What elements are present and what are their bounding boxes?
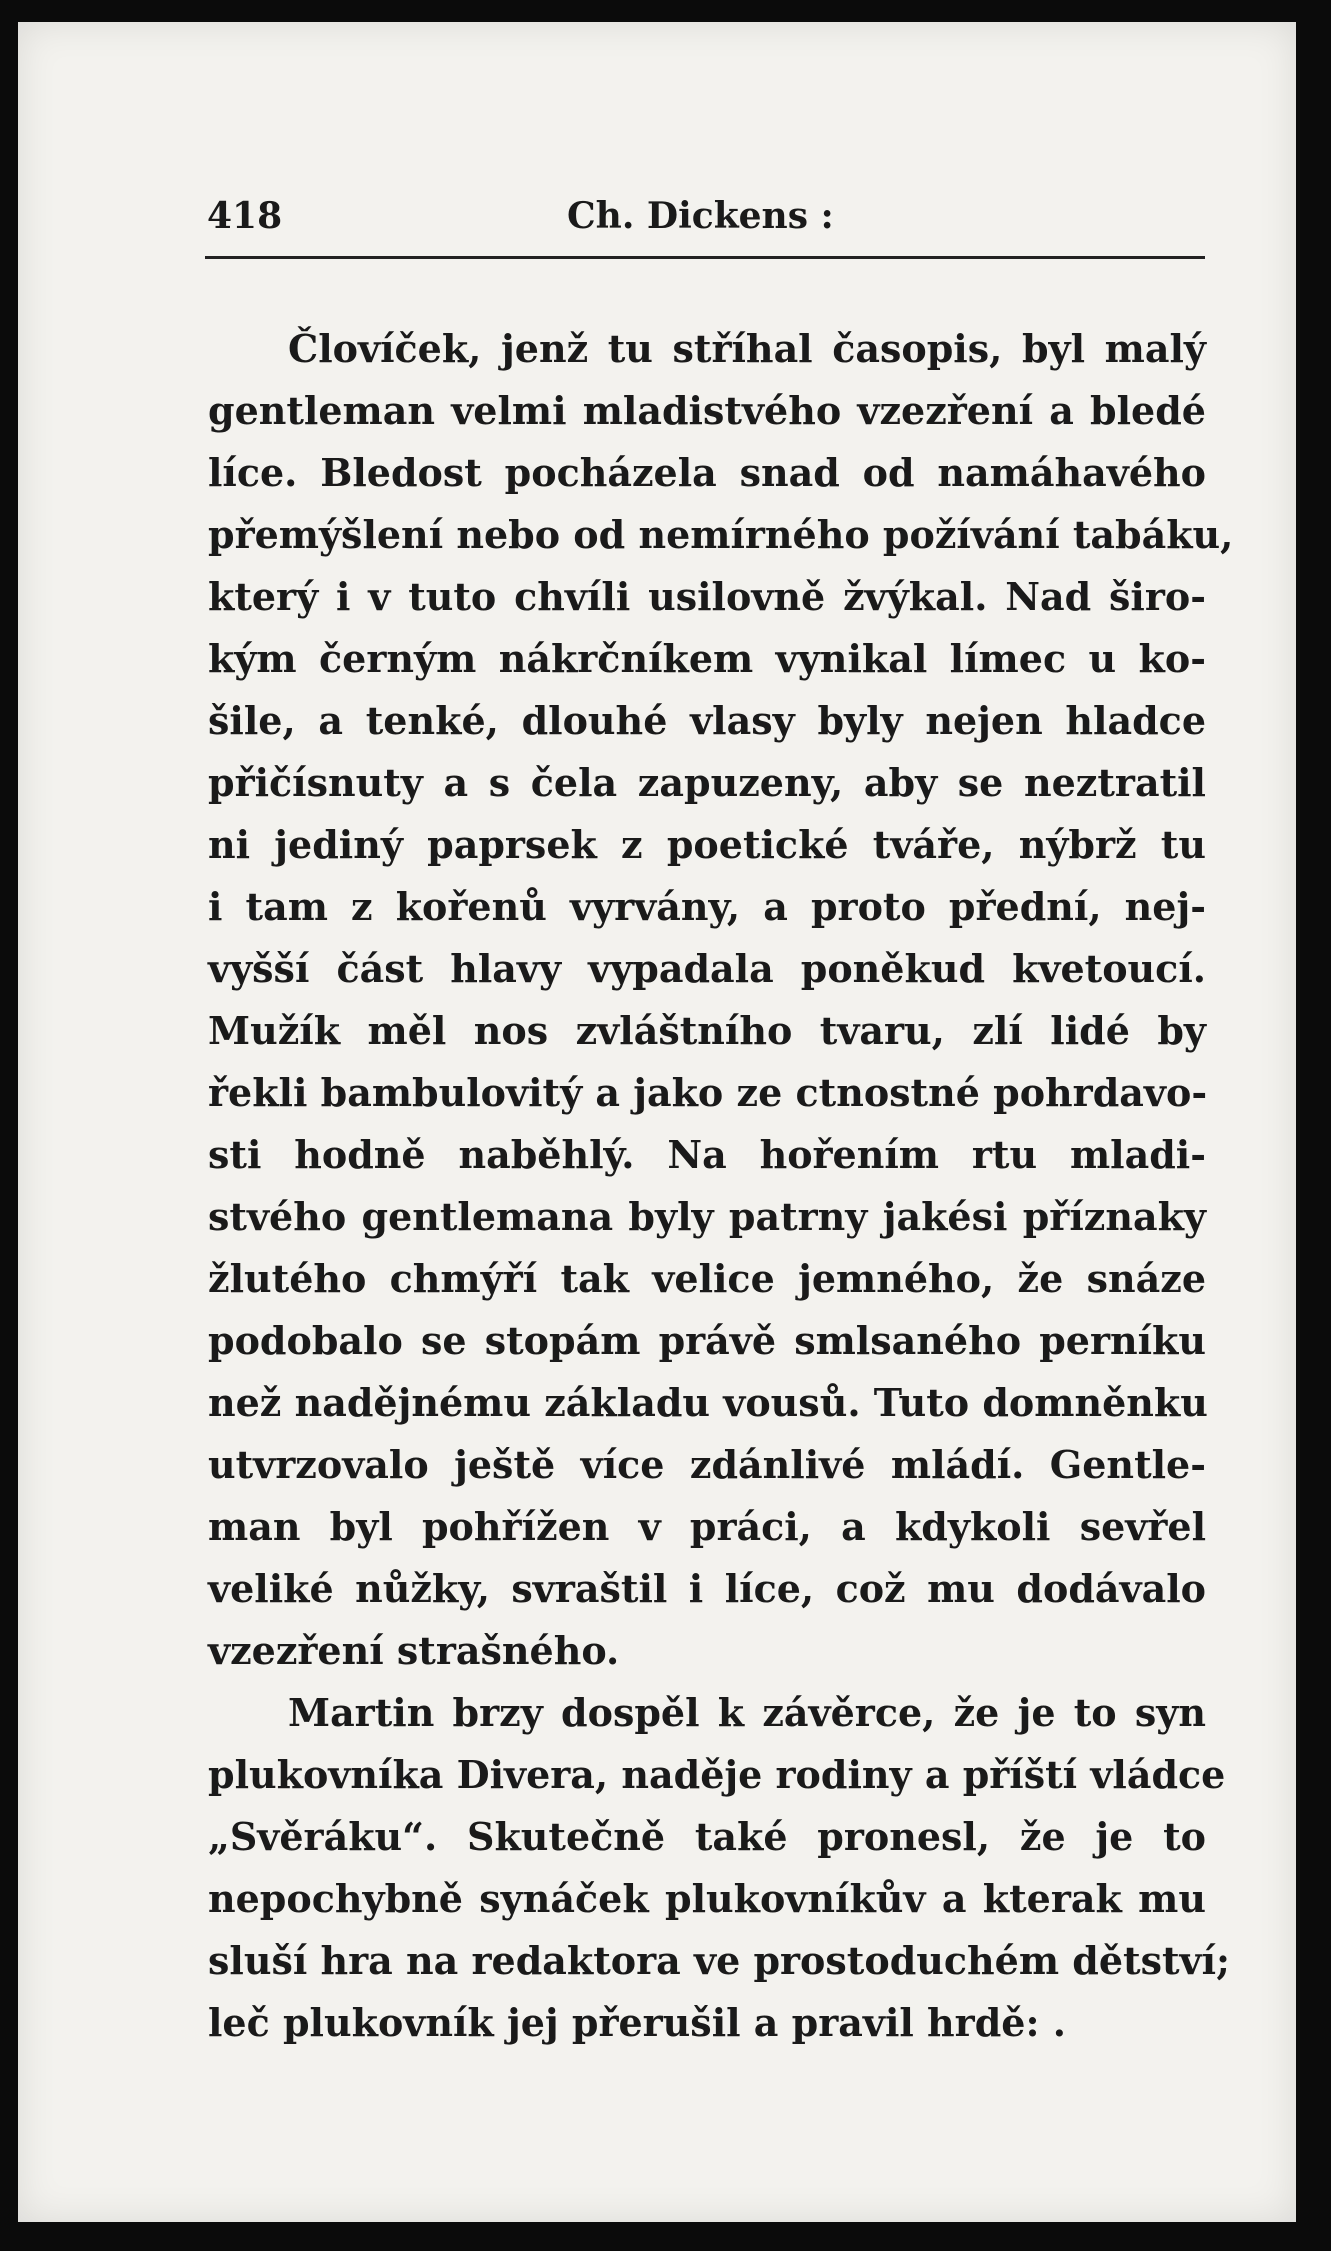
text-line: leč plukovník jej přerušil a pravil hrdě: . — [208, 2000, 1066, 2045]
page-header — [185, 195, 1205, 245]
text-line: řekli bambulovitý a jako ze ctnostné pohrdavo- — [208, 1070, 1208, 1115]
text-line: přemýšlení nebo od nemírného požívání tabáku, — [208, 512, 1234, 557]
text-line: ni jediný paprsek z poetické tváře, nýbrž tu — [208, 822, 1206, 867]
text-line: který i v tuto chvíli usilovně žvýkal. Nad širo- — [208, 574, 1206, 619]
text-line: utvrzovalo ještě více zdánlivé mládí. Gentle- — [208, 1442, 1206, 1487]
text-line: vyšší část hlavy vypadala poněkud kvetoucí. — [208, 946, 1206, 991]
text-line: vzezření strašného. — [208, 1628, 620, 1673]
text-line: i tam z kořenů vyrvány, a proto přední, nej- — [208, 884, 1206, 929]
text-line: sluší hra na redaktora ve prostoduchém dětství; — [208, 1938, 1231, 1983]
text-line: Martin brzy dospěl k závěrce, že je to syn — [288, 1690, 1206, 1735]
text-line: stvého gentlemana byly patrny jakési příznaky — [208, 1194, 1206, 1239]
body-text — [208, 318, 1234, 2054]
page-number: 418 — [207, 195, 283, 237]
text-line: přičísnuty a s čela zapuzeny, aby se neztratil — [208, 760, 1206, 805]
text-line: žlutého chmýří tak velice jemného, že snáze — [208, 1256, 1206, 1301]
text-line: než nadějnému základu vousů. Tuto domněnku — [208, 1380, 1208, 1425]
text-line: Mužík měl nos zvláštního tvaru, zlí lidé by — [208, 1008, 1206, 1053]
scan-border — [1296, 0, 1331, 2251]
paragraph-1 — [208, 318, 1234, 1682]
text-line: nepochybně synáček plukovníkův a kterak mu — [208, 1876, 1206, 1921]
text-line: „Svěráku“. Skutečně také pronesl, že je to — [208, 1814, 1206, 1859]
paragraph-2 — [208, 1682, 1231, 2054]
text-line: veliké nůžky, svraštil i líce, což mu dodávalo — [208, 1566, 1206, 1611]
text-line: podobalo se stopám právě smlsaného perníku — [208, 1318, 1206, 1363]
running-title: Ch. Dickens : — [567, 195, 834, 237]
text-line: šile, a tenké, dlouhé vlasy byly nejen hladce — [208, 698, 1206, 743]
text-line: plukovníka Divera, naděje rodiny a příští vládce — [208, 1752, 1226, 1797]
header-rule — [205, 256, 1205, 259]
text-line: Človíček, jenž tu stříhal časopis, byl malý — [288, 326, 1206, 371]
text-line: líce. Bledost pocházela snad od namáhavého — [208, 450, 1206, 495]
text-line: man byl pohřížen v práci, a kdykoli sevřel — [208, 1504, 1206, 1549]
text-line: sti hodně naběhlý. Na hořením rtu mladi- — [208, 1132, 1206, 1177]
text-line: kým černým nákrčníkem vynikal límec u ko- — [208, 636, 1206, 681]
text-line: gentleman velmi mladistvého vzezření a bledé — [208, 388, 1206, 433]
